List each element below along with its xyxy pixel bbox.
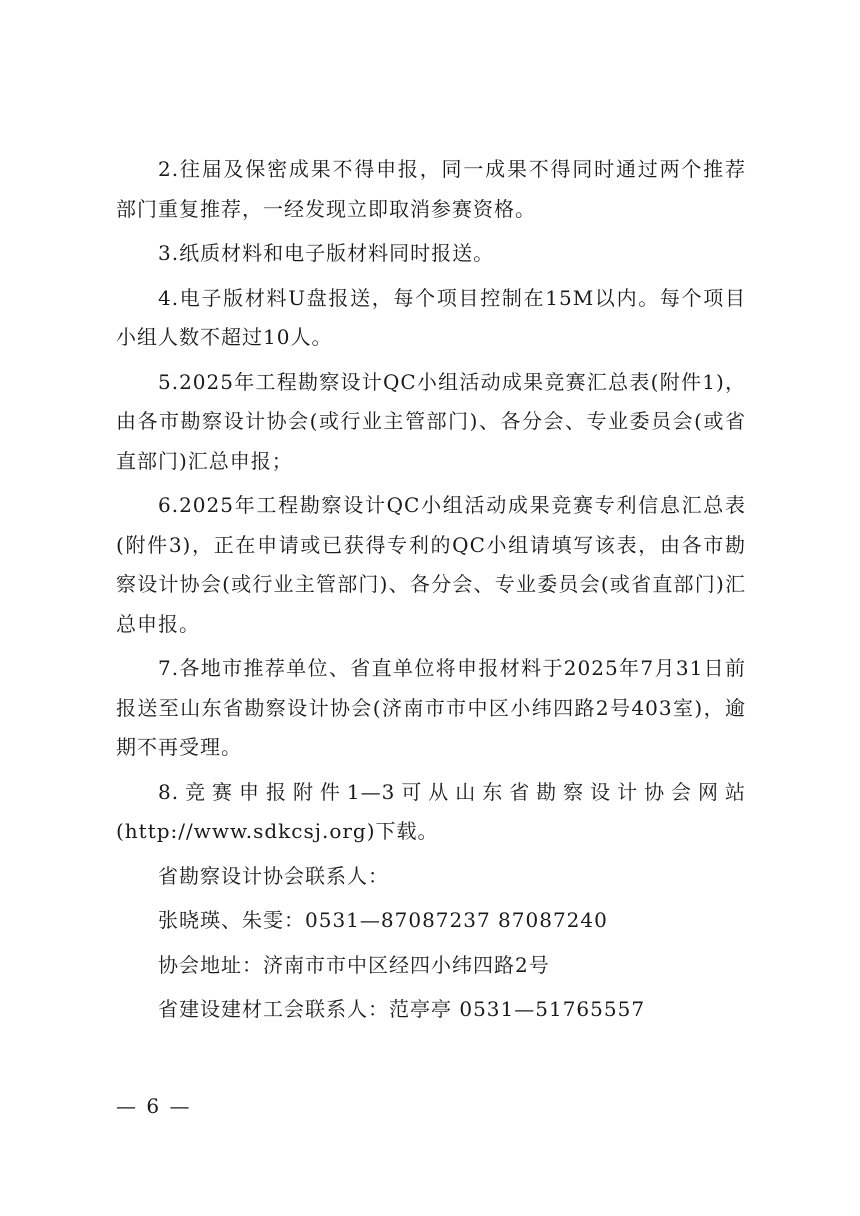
item-2: 2.往届及保密成果不得申报，同一成果不得同时通过两个推荐部门重复推荐，一经发现立即取消参赛资格。 [116, 157, 746, 221]
document-body [116, 150, 746, 1035]
association-address: 协会地址：济南市市中区经四小纬四路2号 [158, 952, 550, 977]
item-5: 5.2025年工程勘察设计QC小组活动成果竞赛汇总表(附件1)，由各市勘察设计协会(或行业主管部门)、各分会、专业委员会(或省直部门)汇总申报； [116, 369, 746, 473]
association-contact-persons: 张晓瑛、朱雯：0531—87087237 87087240 [158, 908, 608, 932]
item-6: 6.2025年工程勘察设计QC小组活动成果竞赛专利信息汇总表(附件3)，正在申请或已获得专利的QC小组请填写该表，由各市勘察设计协会(或行业主管部门)、各分会、专业委员会(或省直部门)汇总申报。 [116, 493, 746, 636]
item-7: 7.各地市推荐单位、省直单位将申报材料于2025年7月31日前报送至山东省勘察设计协会(济南市市中区小纬四路2号403室)，逾期不再受理。 [116, 656, 746, 759]
page-number: — 6 — [116, 1094, 192, 1118]
item-8: 8.竞赛申报附件1—3可从山东省勘察设计协会网站(http://www.sdkcsj.org)下载。 [116, 779, 746, 843]
association-contact-label: 省勘察设计协会联系人： [158, 863, 389, 888]
item-4: 4.电子版材料U盘报送，每个项目控制在15M以内。每个项目小组人数不超过10人。 [116, 285, 746, 349]
item-3: 3.纸质材料和电子版材料同时报送。 [158, 241, 495, 265]
union-contact: 省建设建材工会联系人：范亭亭 0531—51765557 [158, 997, 646, 1021]
